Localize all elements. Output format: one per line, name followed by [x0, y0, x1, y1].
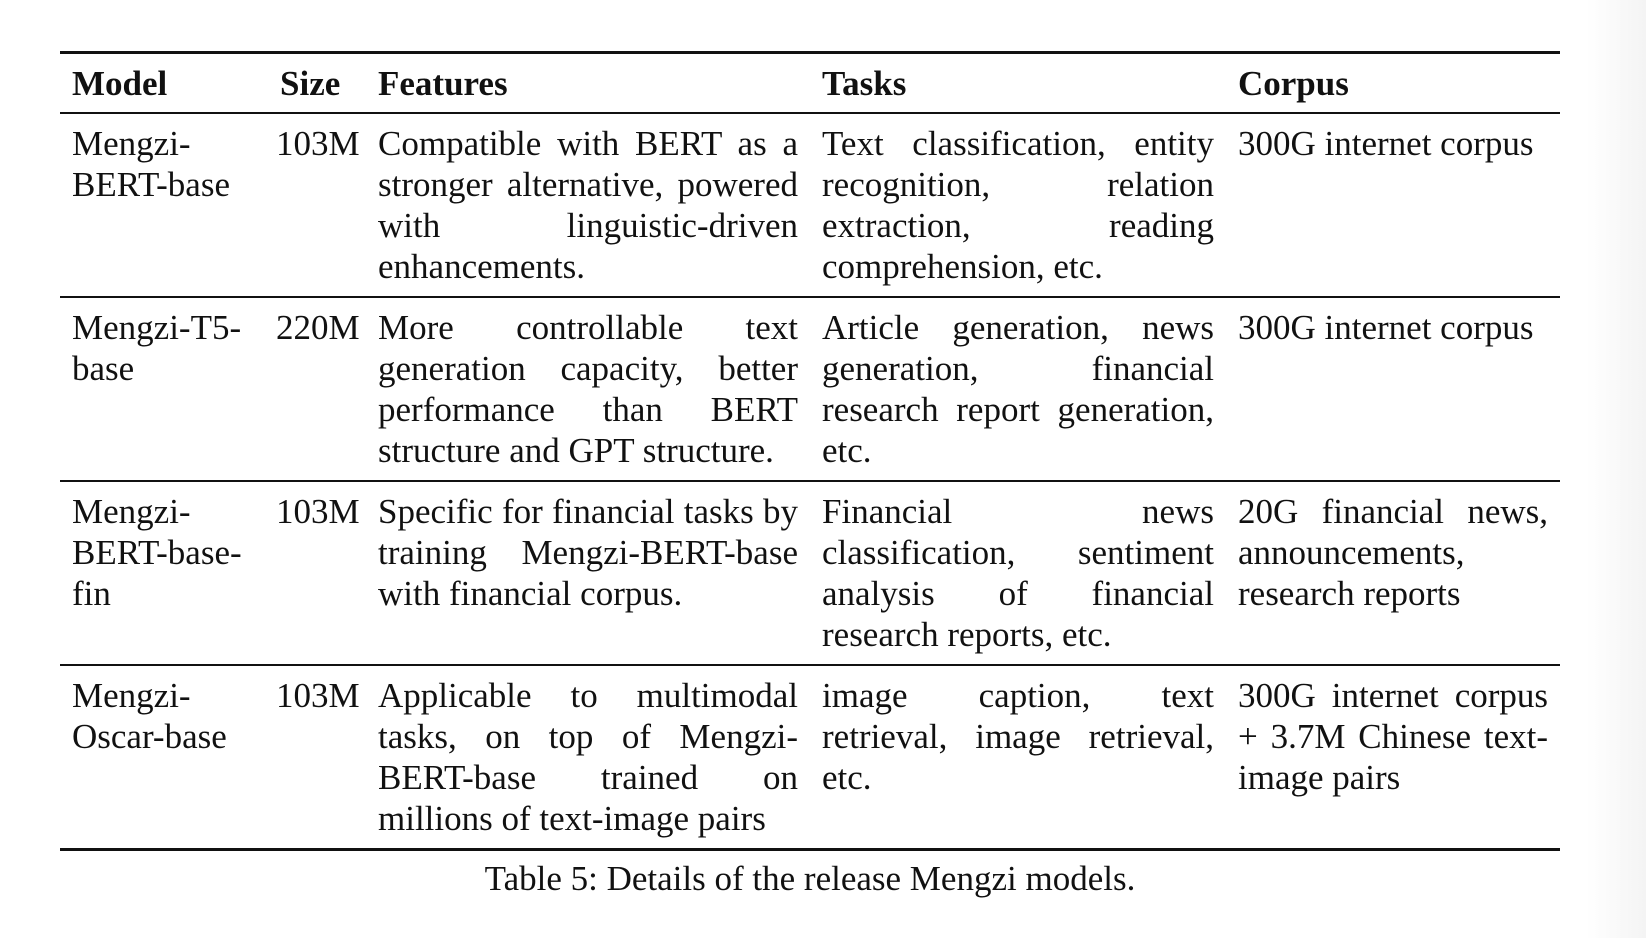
models-table	[60, 51, 1560, 851]
table-caption: Table 5: Details of the release Mengzi models.	[484, 859, 1136, 898]
table-row	[60, 481, 1560, 665]
cell-corpus: 20G financial news, announcements, research reports	[1238, 492, 1548, 613]
header-tasks: Tasks	[822, 63, 907, 103]
cell-features: Compatible with BERT as a stronger alternative, powered with linguistic-driven enhancements.	[378, 124, 798, 286]
cell-model: Mengzi-Oscar-base	[72, 676, 227, 756]
cell-corpus: 300G internet corpus + 3.7M Chinese text-image pairs	[1238, 676, 1548, 797]
cell-tasks: Financial news classification, sentiment analysis of financial research reports, etc.	[822, 492, 1214, 654]
cell-model: Mengzi-T5-base	[72, 308, 242, 388]
header-features: Features	[378, 63, 508, 103]
cell-size: 103M	[276, 124, 360, 163]
cell-size: 220M	[276, 308, 360, 347]
cell-tasks: image caption, text retrieval, image retrieval, etc.	[822, 676, 1214, 797]
cell-tasks: Article generation, news generation, financial research report generation, etc.	[822, 308, 1214, 470]
header-size: Size	[280, 63, 341, 103]
table-row	[60, 297, 1560, 481]
cell-model: Mengzi-BERT-base	[72, 124, 230, 204]
page-edge-shade	[1586, 0, 1646, 938]
header-corpus: Corpus	[1238, 63, 1349, 103]
table-container	[60, 51, 1560, 851]
table-header-row	[60, 53, 1560, 114]
cell-size: 103M	[276, 676, 360, 715]
table-row	[60, 665, 1560, 850]
cell-features: More controllable text generation capacity, better performance than BERT structure and GPT structure.	[378, 308, 798, 470]
header-model: Model	[72, 63, 168, 103]
cell-features: Specific for financial tasks by training Mengzi-BERT-base with financial corpus.	[378, 492, 798, 613]
cell-model: Mengzi-BERT-base-fin	[72, 492, 242, 613]
cell-size: 103M	[276, 492, 360, 531]
cell-features: Applicable to multimodal tasks, on top of Mengzi-BERT-base trained on millions of text-image pairs	[378, 676, 798, 838]
cell-tasks: Text classification, entity recognition, relation extraction, reading comprehension, etc.	[822, 124, 1214, 286]
table-row	[60, 113, 1560, 297]
cell-corpus: 300G internet corpus	[1238, 308, 1534, 347]
cell-corpus: 300G internet corpus	[1238, 124, 1534, 163]
